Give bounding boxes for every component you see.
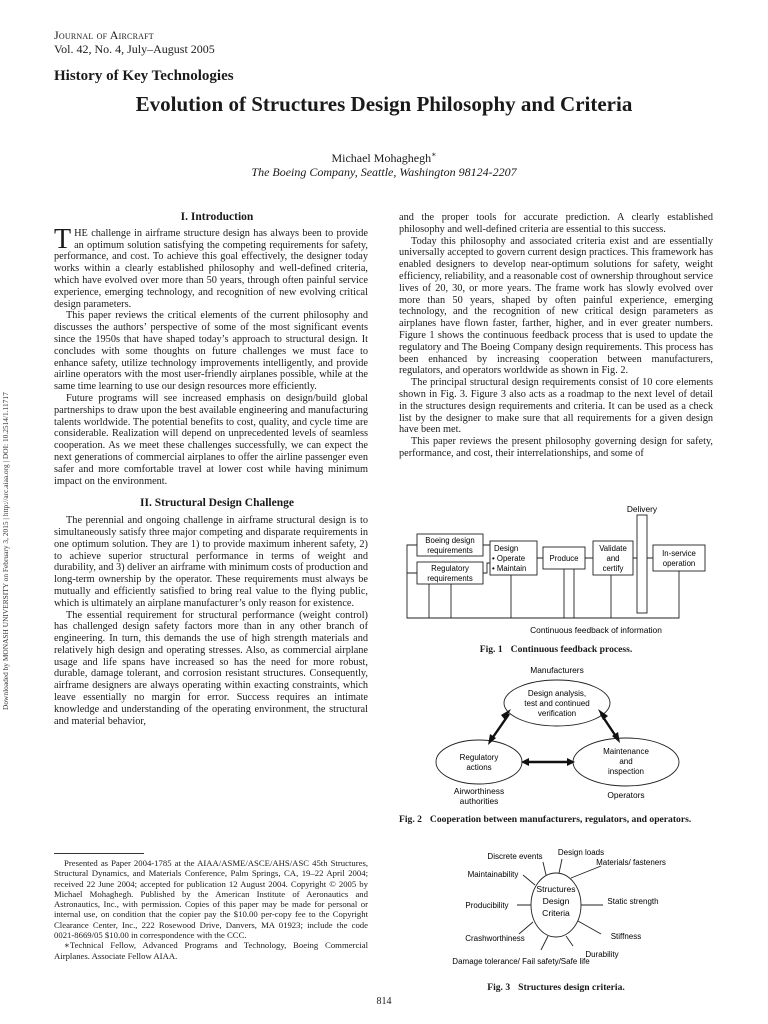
arrowhead-3a (521, 758, 529, 766)
spoke-producibility: Producibility (465, 901, 509, 910)
spoke-maintainability: Maintainability (467, 870, 519, 879)
airworthiness-line-1: Airworthiness (453, 786, 505, 796)
boeing-req-line-2: requirements (427, 546, 473, 555)
center-line-3: Criteria (542, 908, 570, 918)
regulatory-actions-line-1: Regulatory (459, 753, 499, 762)
page-number: 814 (376, 996, 392, 1007)
right-column (399, 212, 713, 460)
regulatory-req-line-2: requirements (427, 574, 473, 583)
regulatory-req-line-1: Regulatory (431, 564, 469, 573)
design-analysis-line-2: test and continued (524, 699, 590, 708)
journal-volume: Vol. 42, No. 4, July–August 2005 (54, 42, 215, 56)
arrowhead-2a (598, 709, 608, 720)
feedback-label: Continuous feedback of information (530, 625, 662, 635)
journal-name: Journal of Aircraft (54, 28, 154, 42)
delivery-label: Delivery (626, 504, 658, 514)
spoke-design-loads: Design loads (557, 848, 605, 857)
figure-1-caption (399, 644, 713, 655)
section-2-heading: II. Structural Design Challenge (140, 497, 294, 510)
validate-line-3: certify (602, 564, 624, 573)
figure-2-caption (399, 814, 713, 826)
maintenance-line-2: and (619, 757, 633, 766)
validate-line-2: and (606, 554, 620, 563)
airworthiness-line-2: authorities (459, 796, 499, 806)
figure-3-caption (399, 982, 713, 993)
spoke-discrete-events: Discrete events (487, 852, 543, 861)
spoke-stiffness: Stiffness (610, 932, 642, 941)
validate-line-1: Validate (599, 544, 627, 553)
produce-label: Produce (549, 554, 579, 563)
delivery-bar (637, 515, 647, 613)
center-line-2: Design (542, 896, 570, 906)
section-heading: History of Key Technologies (54, 68, 234, 84)
inservice-line-1: In-service (662, 549, 696, 558)
figure-3-diagram (445, 842, 675, 974)
maintenance-line-1: Maintenance (603, 747, 649, 756)
drop-cap: T (54, 223, 72, 255)
manufacturers-label: Manufacturers (530, 665, 584, 675)
spoke-damage-tolerance: Damage tolerance/ Fail safety/Safe life (452, 957, 590, 966)
right-paragraph-3: The principal structural design requirements consist of 10 core elements shown in Fig. 3. Figure 3 also acts as a roadmap to the next level of detail in the structures design requirements and criteria. It can be used as a check list by the designer to make sure that all requirements for a given design have been met. (399, 377, 713, 436)
intro-paragraph-3: Future programs will see increased emphasis on design/build global partnerships to draw upon the best available engineering and manufacturing talents worldwide. The potential benefits to cost, quality, and cycle time are considerable. Realization will depend on unprecedented levels of seamless cooperation. As we meet these challenges successfully, we can expect the next generations of commercial airplanes to offer the airline passenger even safer and more comfortable travel at lower cost while having minimum impact on the environment. (54, 392, 368, 487)
design-analysis-line-1: Design analysis, (527, 689, 587, 698)
intro-paragraph-1-text: HE challenge in airframe structure design has always been to provide an optimum solution satisfying the competing requirements for safety, performance, and cost. To achieve this goal effectively, the designer today works within a clearly established philosophy and well-defined criteria, which have evolved over more than 50 years, through often painful service experience, emerging technology, and recognition of new evolving critical design parameters. (54, 227, 368, 310)
author-mark: ∗ (431, 150, 437, 159)
right-paragraph-2: Today this philosophy and associated criteria exist and are essentially universally accepted to govern current design practices. This framework has enabled designers to develop near-optimum solutions for safety, weight efficiency, reliability, and a reasonable cost of ownership throughout service lives of 20, 30, or more years. The frame work has slowly evolved over more than 50 years, shaped by often painful experience, emerging technology, and the recognition of new critical design parameters as airplanes have flown faster, farther, higher, and in ever greater numbers. Figure 1 shows the continuous feedback process that is used to update the regulatory and The Boeing Company design requirements. This process has been enhanced by increasing cooperation between manufacturers, regulators, and operators worldwide as shown in Fig. 2. (399, 235, 713, 377)
left-column (54, 212, 368, 727)
footnote-rule (54, 853, 144, 854)
figure-1-caption-text: Continuous feedback process. (510, 644, 633, 655)
challenge-paragraph-1: The perennial and ongoing challenge in airframe structural design is to simultaneously satisfy three major competing and disparate requirements in one optimum solution. They are 1) to provide maximum inherent safety, 2) to achieve superior structural performance in terms of weight and durability, and 3) deliver an airframe with minimum costs of production and long-term ownership by the operator. These requirements must always be mutually and efficiently satisfied to bring real value to the flying public, which is ultimately an airplane manufacturer’s only reason for existence. (54, 515, 368, 609)
arrow-mfr-regulatory (491, 714, 509, 740)
download-sidebar (0, 290, 14, 710)
figure-1-label: Fig. 1 (479, 644, 503, 655)
design-analysis-line-3: verification (537, 709, 577, 718)
right-paragraph-4: This paper reviews the present philosophy governing design for safety, performance, and cost, their interrelationships, and some of (399, 436, 713, 459)
spoke-materials-fasteners: Materials/ fasteners (596, 858, 666, 867)
paper-title: Evolution of Structures Design Philosophy and Criteria (135, 92, 633, 116)
figure-2-caption-text: Cooperation between manufacturers, regulators, and operators. (429, 814, 692, 825)
intro-paragraph-2: This paper reviews the critical elements of the current philosophy and discusses the authors’ perspective of some of the most significant events since the 1950s that have shaped today’s approach to structural design. It concludes with some thoughts on future challenges we must face to enhance safety, utilize technology improvements intelligently, and provide airline operators with the most user-friendly airplanes possible, while at the same time learning to use our design resources more efficiently. (54, 310, 368, 393)
challenge-paragraph-2: The essential requirement for structural performance (weight control) has challenged design safety factors more than in any other branch of engineering. In turn, this demands the use of high strength materials and relatively high design and operating stresses. Also, as commercial airplane usage and life spans have increased so has the need for more robust, durable, damage tolerant, and corrosion resistant structures. Consequently, airframe designers are always operating within exacting constraints, which leave essentially no margin for error. Success requires an intimate knowledge and understanding of the operating environment, the structural and material behavior, (54, 609, 368, 727)
design-line-2: • Operate (492, 554, 526, 563)
maintenance-line-3: inspection (607, 767, 645, 776)
spoke-crashworthiness: Crashworthiness (465, 934, 525, 943)
footnotes (54, 858, 368, 961)
center-line-1: Structures (536, 884, 576, 894)
section-1-heading: I. Introduction (180, 211, 254, 223)
spoke-durability: Durability (585, 950, 619, 959)
right-paragraph-1: and the proper tools for accurate prediction. A clearly established philosophy and well-defined criteria are essential to this success. (399, 212, 713, 235)
author-line (54, 150, 714, 166)
figure-1-diagram (399, 503, 715, 638)
intro-paragraph-1 (54, 223, 368, 311)
download-notice: Downloaded by MONASH UNIVERSITY on February 3, 2015 | http://arc.aiaa.org | DOI: 10.2514/1.11717 (1, 392, 10, 710)
arrowhead-3b (567, 758, 575, 766)
regulatory-actions-line-2: actions (466, 763, 492, 772)
spoke-static-strength: Static strength (607, 897, 659, 906)
regulatory-ellipse (436, 740, 522, 784)
figure-3-label: Fig. 3 (487, 982, 511, 993)
footnote-presentation: Presented as Paper 2004-1785 at the AIAA/ASME/ASCE/AHS/ASC 45th Structures, Structural Dynamics, and Materials Conference, Palm Springs, CA, 19–22 April 2004; received 22 June 2004; accepted for publication 12 August 2004. Copyright © 2005 by Michael Mohaghegh. Published by the American Institute of Aeronautics and Astronautics, Inc., with permission. Copies of this paper may be made for personal or internal use, on condition that the copier pay the $10.00 per-copy fee to the Copyright Clearance Center, Inc., 222 Rosewood Drive, Danvers, MA 01923; include the code 0021-8669/05 $10.00 in correspondence with the CCC. (54, 858, 368, 941)
figure-3-caption-text: Structures design criteria. (518, 982, 625, 993)
req-to-design-lines (483, 545, 490, 573)
design-line-3: • Maintain (492, 564, 527, 573)
footnote-author: ∗Technical Fellow, Advanced Programs and Technology, Boeing Commercial Airplanes. Associate Fellow AIAA. (54, 940, 368, 961)
design-line-1: Design (494, 544, 519, 553)
affiliation: The Boeing Company, Seattle, Washington 98124-2207 (251, 165, 517, 179)
figure-2-label: Fig. 2 (399, 814, 422, 825)
boeing-req-line-1: Boeing design (425, 536, 475, 545)
inservice-line-2: operation (662, 559, 696, 568)
figure-2-diagram (399, 660, 715, 810)
author-name: Michael Mohaghegh (331, 151, 432, 165)
operators-label: Operators (607, 790, 645, 800)
